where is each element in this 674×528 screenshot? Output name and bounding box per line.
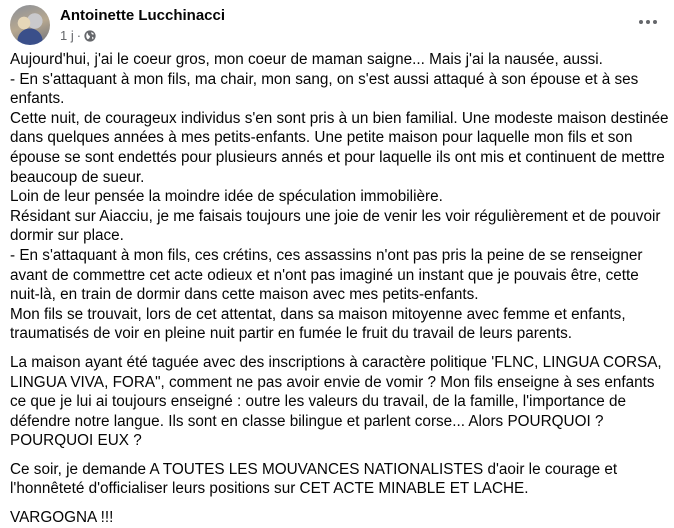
text-line: Loin de leur pensée la moindre idée de spéculation immobilière. — [10, 188, 443, 206]
post-body — [10, 50, 670, 528]
paragraph-3 — [10, 460, 670, 499]
text-line: - En s'attaquant à mon fils, ces crétins, ces assassins n'ont pas pris la peine de se renseigner avant de commettre cet acte odieux et n'ont pas imaginé un instant que je pouvais être, cette nuit-là, en train de dormir dans cette maison avec mes petits-enfants. — [10, 246, 643, 304]
text-line: VARGOGNA !!! — [10, 509, 114, 527]
post-timestamp[interactable]: 1 j — [60, 27, 74, 43]
post-header — [10, 4, 225, 46]
more-options-button[interactable] — [634, 12, 662, 32]
paragraph-4 — [10, 508, 670, 528]
globe-icon — [84, 30, 96, 42]
post-subline — [60, 28, 225, 44]
text-line: - En s'attaquant à mon fils, ma chair, mon sang, on s'est aussi attaqué à son épouse et à ses enfants. — [10, 70, 639, 108]
more-horizontal-icon-dot — [653, 20, 657, 24]
text-line: Aujourd'hui, j'ai le coeur gros, mon coeur de maman saigne... Mais j'ai la nausée, aussi. — [10, 51, 603, 68]
paragraph-2 — [10, 353, 670, 451]
text-line: Mon fils se trouvait, lors de cet attentat, dans sa maison mitoyenne avec femme et enfants, traumatisés de voir en pleine nuit partir en fumée le fruit du travail de leurs parents. — [10, 305, 626, 343]
author-name[interactable]: Antoinette Lucchinacci — [60, 6, 226, 24]
post-meta — [60, 7, 225, 44]
avatar[interactable] — [10, 5, 50, 45]
text-line: La maison ayant été taguée avec des inscriptions à caractère politique 'FLNC, LINGUA CORSA, LINGUA VIVA, FORA", comment ne pas avoir envie de vomir ? Mon fils enseigne à ses enfants ce que je lui ai toujours enseigné : outre les valeurs du travail, de la famille, l'importance de défendre notre langue. Ils sont en classe bilingue et parlent corse... Alors POURQUOI ? POURQUOI EUX ? — [10, 353, 662, 450]
text-line: Résidant sur Aiacciu, je me faisais toujours une joie de venir les voir régulièrement et de pouvoir dormir sur place. — [10, 207, 661, 245]
more-horizontal-icon-dot — [639, 20, 643, 24]
text-line: Ce soir, je demande A TOUTES LES MOUVANCES NATIONALISTES d'aoir le courage et l'honnêteté d'officialiser leurs positions sur CET ACTE MINABLE ET LACHE. — [10, 460, 618, 498]
more-horizontal-icon-dot — [646, 20, 650, 24]
separator-dot: · — [76, 27, 82, 43]
text-line: Cette nuit, de courageux individus s'en sont pris à un bien familial. Une modeste maison destinée dans quelques années à mes petits-enfants. Une petite maison pour laquelle mon fils et son épouse se sont endettés pour plusieurs annés et pour laquelle ils ont mis et continuent de mettre beaucoup de sueur. — [10, 109, 669, 186]
paragraph-1 — [10, 50, 670, 344]
